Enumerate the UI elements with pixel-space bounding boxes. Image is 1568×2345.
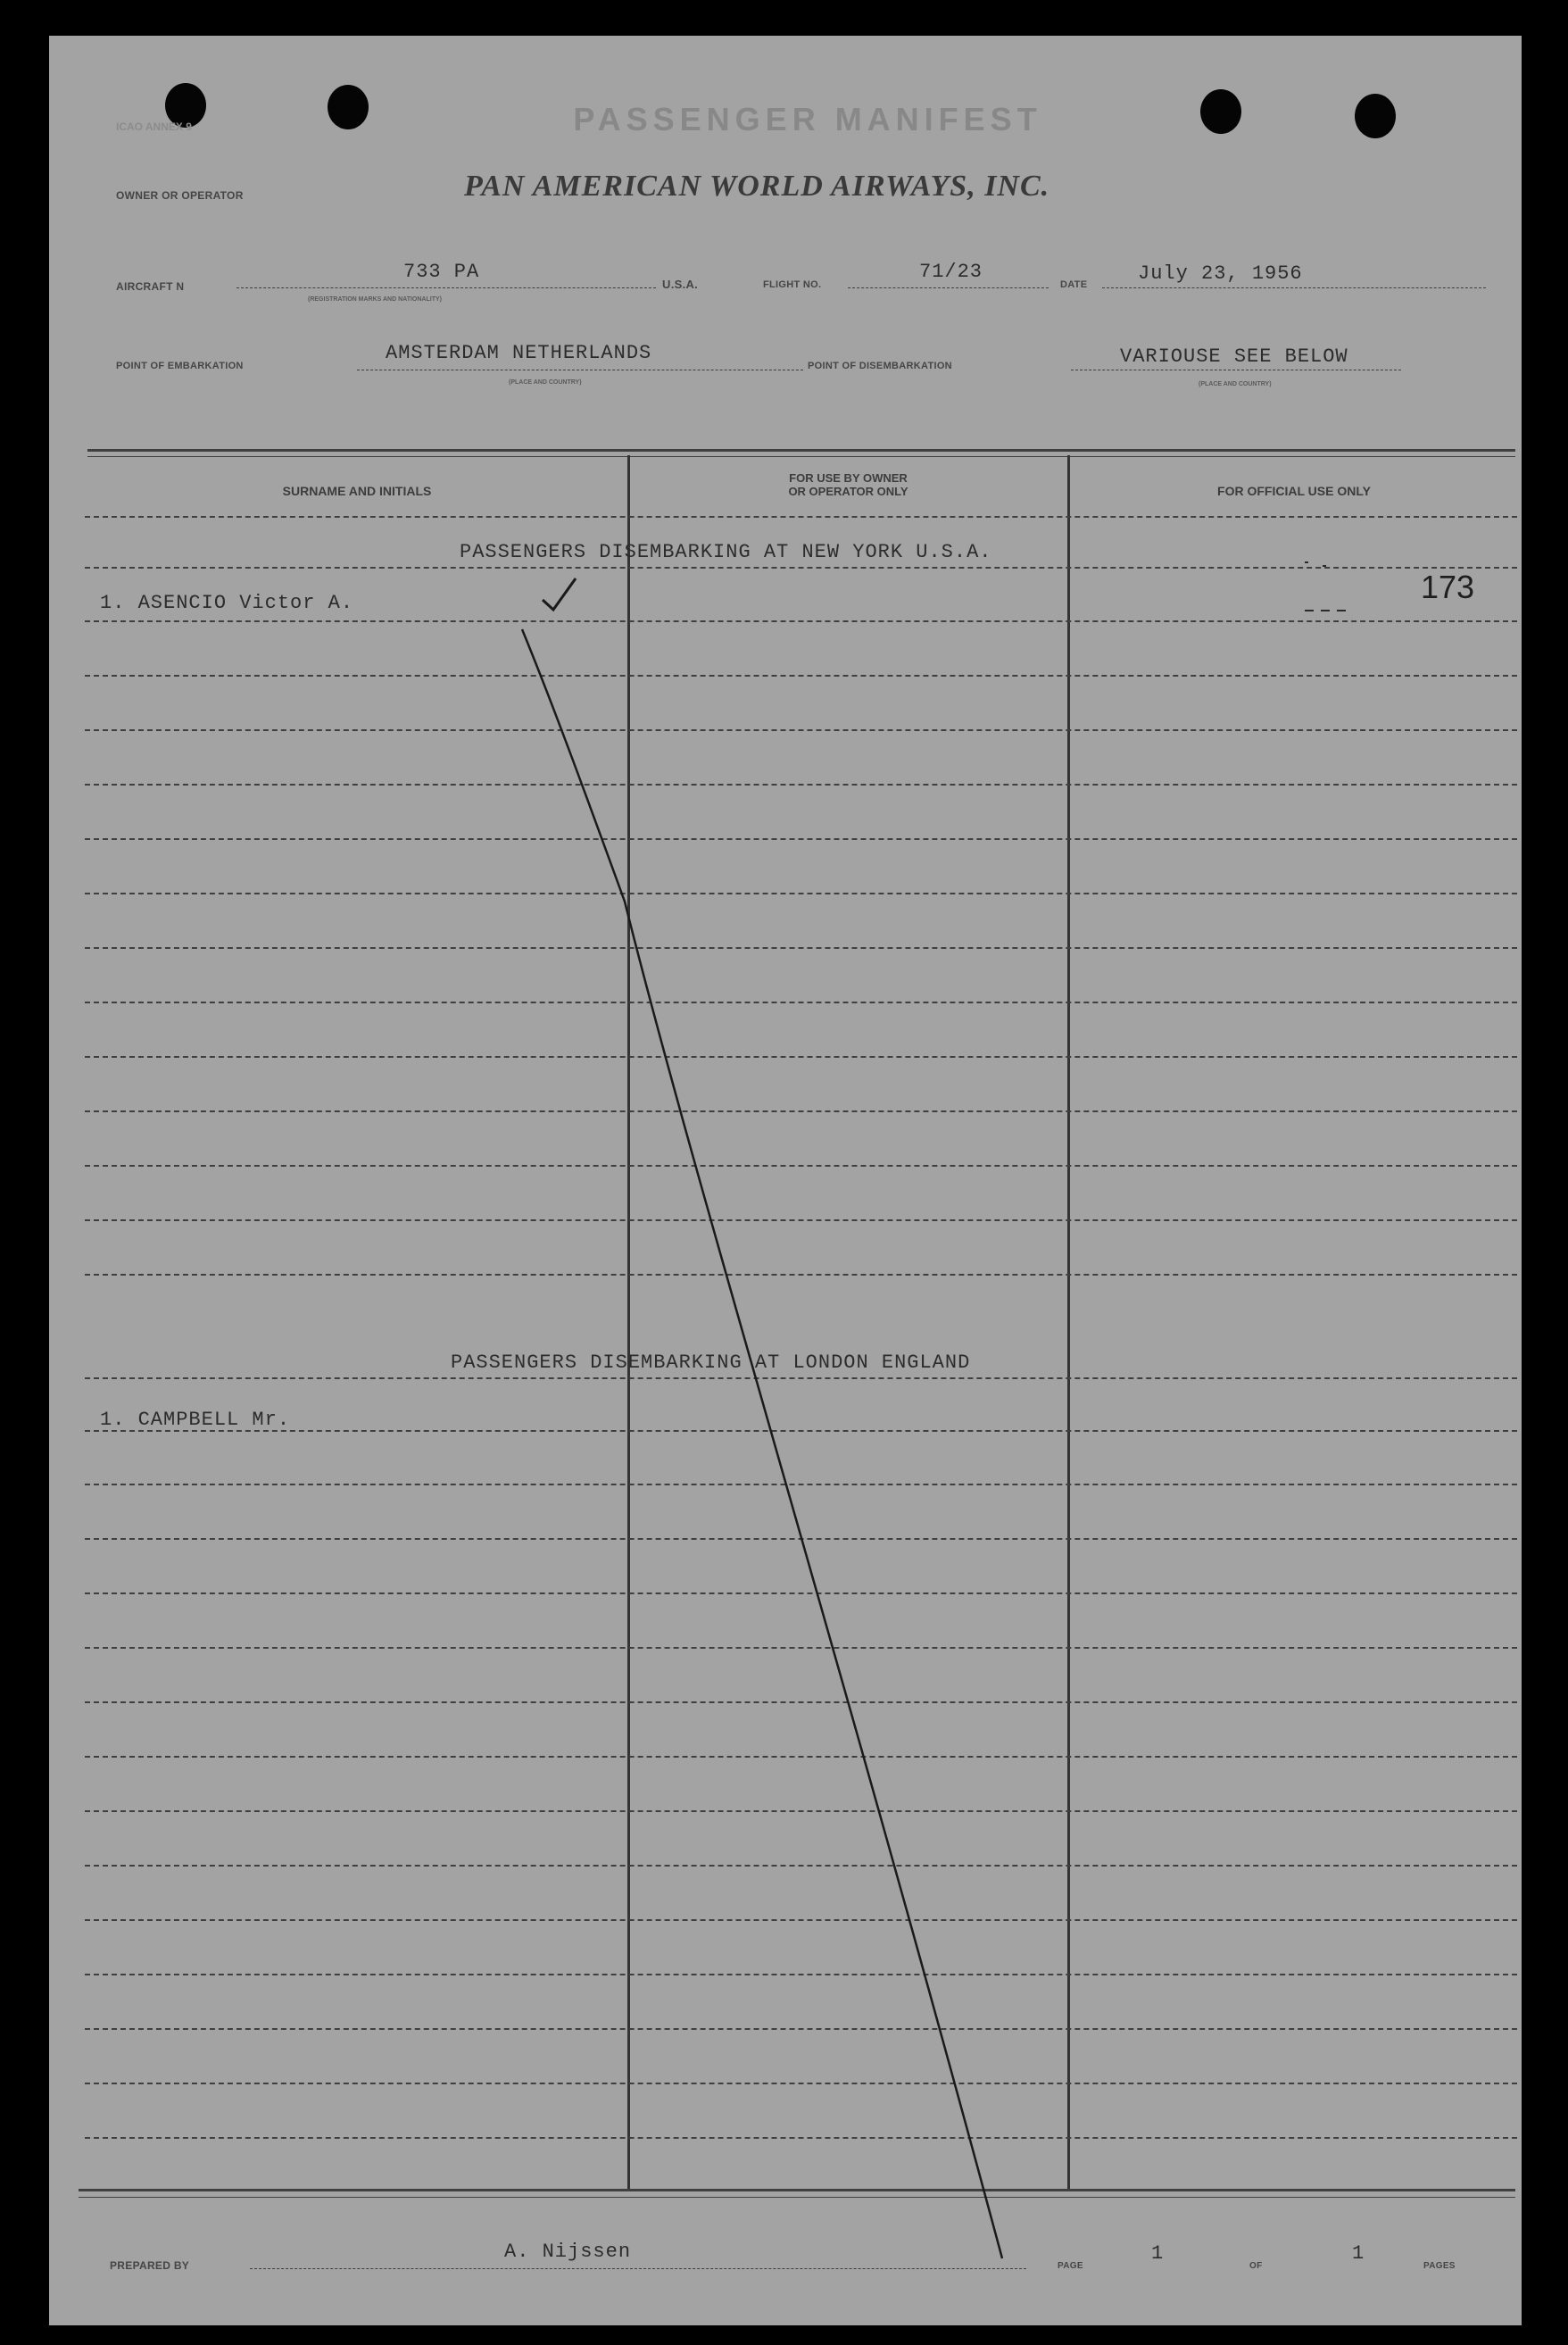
passenger-entry: 1. CAMPBELL Mr. bbox=[100, 1409, 291, 1431]
prepared-label: PREPARED BY bbox=[110, 2259, 190, 2272]
passenger-entry: 1. ASENCIO Victor A. bbox=[100, 592, 354, 614]
column-header-operator-line2: OR OPERATOR ONLY bbox=[788, 485, 908, 498]
embark-value: AMSTERDAM NETHERLANDS bbox=[386, 342, 652, 364]
form-number: ICAO ANNEX 9 bbox=[116, 121, 192, 133]
date-label: DATE bbox=[1060, 279, 1088, 290]
aircraft-sublabel: (REGISTRATION MARKS AND NATIONALITY) bbox=[308, 296, 442, 303]
owner-label: OWNER OR OPERATOR bbox=[116, 189, 244, 202]
diagonal-strike-line bbox=[522, 629, 1002, 2258]
pages-label: PAGES bbox=[1423, 2261, 1456, 2271]
section-heading: PASSENGERS DISEMBARKING AT LONDON ENGLAND bbox=[451, 1351, 971, 1374]
flight-label: FLIGHT NO. bbox=[763, 279, 822, 290]
disembark-sublabel: (PLACE AND COUNTRY) bbox=[1199, 381, 1272, 387]
owner-name: PAN AMERICAN WORLD AIRWAYS, INC. bbox=[464, 170, 1050, 203]
page-label: PAGE bbox=[1058, 2261, 1083, 2271]
column-header-official: FOR OFFICIAL USE ONLY bbox=[1217, 484, 1371, 498]
form-title: PASSENGER MANIFEST bbox=[573, 101, 1042, 137]
check-mark bbox=[543, 578, 576, 610]
embark-sublabel: (PLACE AND COUNTRY) bbox=[509, 379, 582, 386]
embark-label: POINT OF EMBARKATION bbox=[116, 361, 244, 371]
section-heading: PASSENGERS DISEMBARKING AT NEW YORK U.S.A. bbox=[460, 541, 992, 563]
official-tick-marks bbox=[1305, 562, 1346, 611]
official-number: 173 bbox=[1421, 569, 1475, 605]
usa-label: U.S.A. bbox=[662, 278, 699, 291]
disembark-value: VARIOUSE SEE BELOW bbox=[1120, 345, 1348, 368]
prepared-by-value: A. Nijssen bbox=[504, 2241, 632, 2263]
column-header-operator-line1: FOR USE BY OWNER bbox=[789, 471, 908, 485]
disembark-label: POINT OF DISEMBARKATION bbox=[808, 361, 952, 371]
column-header-surname: SURNAME AND INITIALS bbox=[282, 484, 432, 498]
of-label: OF bbox=[1249, 2261, 1263, 2271]
date-value: July 23, 1956 bbox=[1138, 262, 1303, 285]
page-value: 1 bbox=[1151, 2242, 1165, 2265]
of-value: 1 bbox=[1352, 2242, 1365, 2265]
aircraft-value: 733 PA bbox=[403, 261, 480, 283]
flight-value: 71/23 bbox=[919, 261, 983, 283]
aircraft-label: AIRCRAFT N bbox=[116, 280, 185, 293]
